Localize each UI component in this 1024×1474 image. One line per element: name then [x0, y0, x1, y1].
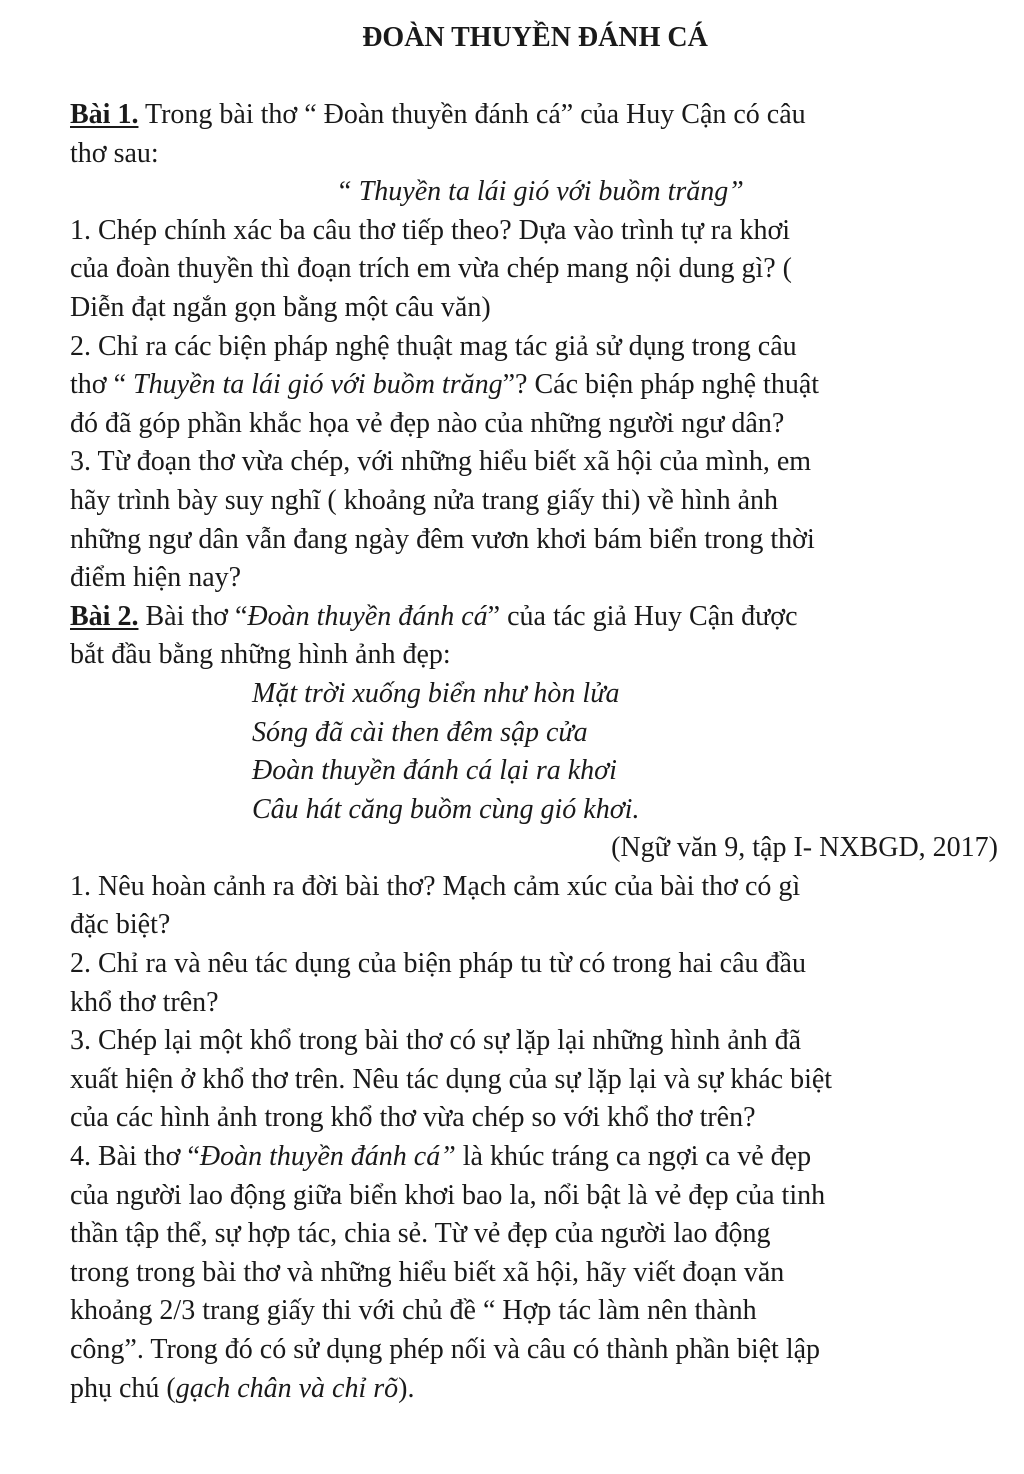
exercise-2-question-4-line-2: của người lao động giữa biển khơi bao la, nổi bật là vẻ đẹp của tinh: [70, 1179, 826, 1211]
exercise-2-intro-prefix: Bài thơ “: [138, 600, 248, 632]
stanza-line: Sóng đã cài then đêm sập cửa: [252, 716, 588, 748]
q4-suffix: là khúc tráng ca ngợi ca vẻ đẹp: [455, 1141, 812, 1173]
poem-source: (Ngữ văn 9, tập I- NXBGD, 2017): [611, 832, 998, 864]
document-title: ĐOÀN THUYỀN ĐÁNH CÁ: [362, 22, 708, 53]
q4-last-suffix: ).: [398, 1372, 415, 1404]
exercise-1-intro-line-1: [70, 96, 990, 135]
exercise-2-question-2-line-2: khổ thơ trên?: [70, 986, 219, 1018]
q2-quoted-verse: Thuyền ta lái gió với buồm trăng: [133, 369, 503, 401]
exercise-2-intro-line-2: bắt đầu bằng những hình ảnh đẹp:: [70, 639, 451, 671]
stanza-line: Đoàn thuyền đánh cá lại ra khơi: [252, 755, 617, 787]
exercise-2-question-4-line-6: công”. Trong đó có sử dụng phép nối và câu có thành phần biệt lập: [70, 1334, 821, 1365]
exercise-1-question-1-line-2: của đoàn thuyền thì đoạn trích em vừa chép mang nội dung gì? (: [70, 253, 792, 285]
q4-instruction-italic: gạch chân và chỉ rõ: [175, 1372, 399, 1404]
exercise-2-question-4-line-3: thần tập thể, sự hợp tác, chia sẻ. Từ vẻ đẹp của người lao động: [70, 1218, 771, 1250]
q4-poem-title: Đoàn thuyền đánh cá”: [199, 1141, 456, 1173]
q4-prefix: 4. Bài thơ “: [70, 1141, 200, 1173]
exercise-2-question-3-line-1: 3. Chép lại một khổ trong bài thơ có sự lặp lại những hình ảnh đã: [70, 1025, 802, 1057]
q2-prefix: thơ “: [70, 369, 134, 401]
exercise-2-question-4-line-4: trong trong bài thơ và những hiểu biết xã hội, hãy viết đoạn văn: [70, 1256, 785, 1288]
q4-last-prefix: phụ chú (: [70, 1372, 176, 1404]
exercise-2-question-1-line-1: 1. Nêu hoàn cảnh ra đời bài thơ? Mạch cảm xúc của bài thơ có gì: [70, 870, 801, 902]
stanza-line: Mặt trời xuống biển như hòn lửa: [252, 677, 620, 709]
exercise-2-question-4-line-1: [70, 1138, 990, 1177]
exercise-1-question-3-line-2: hãy trình bày suy nghĩ ( khoảng nửa trang giấy thi) về hình ảnh: [70, 484, 779, 516]
exercise-1-question-3-line-3: những ngư dân vẫn đang ngày đêm vươn khơi bám biển trong thời: [70, 523, 815, 555]
exercise-1: [70, 96, 990, 598]
exercise-2-intro-suffix: ” của tác giả Huy Cận được: [487, 600, 798, 632]
exercise-1-verse: “ Thuyền ta lái gió với buồm trăng”: [336, 176, 744, 208]
exercise-2-intro-line-1: [70, 598, 990, 637]
exercise-2-label: Bài 2.: [70, 600, 139, 632]
exercise-2-question-1-line-2: đặc biệt?: [70, 909, 171, 941]
stanza-line: Câu hát căng buồm cùng gió khơi.: [252, 793, 640, 825]
document-page: [70, 16, 998, 1408]
exercise-1-question-1-line-1: 1. Chép chính xác ba câu thơ tiếp theo? Dựa vào trình tự ra khơi: [70, 214, 791, 246]
poem-stanza: [252, 675, 990, 829]
exercise-1-question-1-line-3: Diễn đạt ngắn gọn bằng một câu văn): [70, 291, 491, 323]
exercise-2-question-3-line-2: xuất hiện ở khổ thơ trên. Nêu tác dụng của sự lặp lại và sự khác biệt: [70, 1063, 833, 1095]
exercise-1-question-3-line-4: điểm hiện nay?: [70, 562, 242, 594]
exercise-2-question-4-line-7: [70, 1370, 990, 1409]
exercise-1-question-2-line-3: đó đã góp phần khắc họa vẻ đẹp nào của những người ngư dân?: [70, 407, 785, 439]
exercise-1-question-3-line-1: 3. Từ đoạn thơ vừa chép, với những hiểu biết xã hội của mình, em: [70, 446, 812, 478]
exercise-1-intro-line-2: thơ sau:: [70, 137, 159, 169]
exercise-2-poem-title: Đoàn thuyền đánh cá: [247, 600, 488, 632]
exercise-2-question-3-line-3: của các hình ảnh trong khổ thơ vừa chép so với khổ thơ trên?: [70, 1102, 756, 1134]
exercise-1-question-2-line-2: [70, 366, 990, 405]
exercise-1-question-2-line-1: 2. Chỉ ra các biện pháp nghệ thuật mag tác giả sử dụng trong câu: [70, 330, 797, 362]
q2-suffix: ”? Các biện pháp nghệ thuật: [502, 369, 820, 401]
exercise-2-question-4-line-5: khoảng 2/3 trang giấy thi với chủ đề “ Hợp tác làm nên thành: [70, 1295, 757, 1327]
exercise-1-intro-text: Trong bài thơ “ Đoàn thuyền đánh cá” của Huy Cận có câu: [138, 99, 806, 130]
exercise-2: [70, 598, 998, 1408]
exercise-1-label: Bài 1.: [70, 99, 139, 130]
exercise-2-question-2-line-1: 2. Chỉ ra và nêu tác dụng của biện pháp tu từ có trong hai câu đầu: [70, 948, 806, 980]
